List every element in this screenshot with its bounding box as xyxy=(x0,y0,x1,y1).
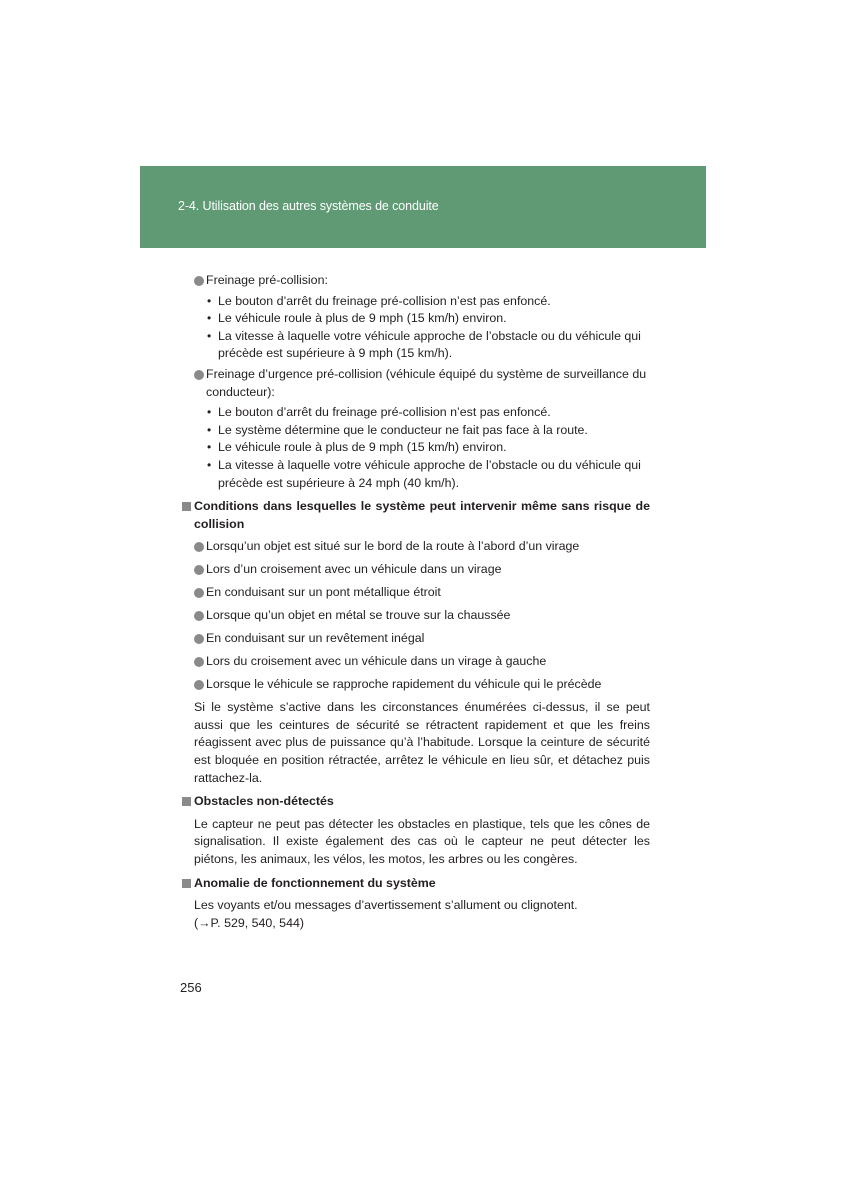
circle-bullet-icon xyxy=(194,680,204,690)
circle-bullet-icon xyxy=(194,634,204,644)
dot-bullet-icon: • xyxy=(207,440,212,455)
sub-list xyxy=(182,293,650,363)
list-item: Lorsqu’un objet est situé sur le bord de la route à l’abord d’un virage xyxy=(182,538,650,556)
sub-item: • Le véhicule roule à plus de 9 mph (15 km/h) environ. xyxy=(182,439,650,457)
page-content xyxy=(182,272,650,936)
section-paragraph: Le capteur ne peut pas détecter les obstacles en plastique, tels que les cônes de signalisation. Il existe également des cas où le capteur ne peut détecter les piétons, les animaux, les vélos, les motos, les arbres ou les congères. xyxy=(194,816,650,866)
dot-bullet-icon: • xyxy=(207,422,212,437)
condition-item xyxy=(182,272,650,290)
section-paragraph: Les voyants et/ou messages d’avertissement s’allument ou clignotent. (→P. 529, 540, 544) xyxy=(182,897,650,932)
list-item: Lors du croisement avec un véhicule dans un virage à gauche xyxy=(182,653,650,671)
sub-list xyxy=(182,404,650,492)
chapter-header xyxy=(140,166,706,248)
circle-bullet-icon xyxy=(194,611,204,621)
list-item: Lorsque le véhicule se rapproche rapidement du véhicule qui le précède xyxy=(182,676,650,694)
condition-label: Freinage pré-collision: xyxy=(206,273,328,287)
list-item: Lors d’un croisement avec un véhicule dans un virage xyxy=(182,561,650,579)
chapter-title: 2-4. Utilisation des autres systèmes de conduite xyxy=(178,199,439,213)
sub-item: • Le bouton d’arrêt du freinage pré-collision n’est pas enfoncé. xyxy=(182,293,650,311)
sub-item: • La vitesse à laquelle votre véhicule approche de l’obstacle ou du véhicule qui précède est supérieure à 24 mph (40 km/h). xyxy=(207,457,641,490)
circle-bullet-icon xyxy=(194,565,204,575)
dot-bullet-icon: • xyxy=(207,457,212,472)
condition-item xyxy=(182,366,650,401)
dot-bullet-icon: • xyxy=(207,293,212,308)
square-bullet-icon xyxy=(182,502,191,511)
circle-bullet-icon xyxy=(194,370,204,380)
section-heading: Obstacles non-détectés xyxy=(182,793,650,811)
circle-bullet-icon xyxy=(194,588,204,598)
list-item: Lorsque qu’un objet en métal se trouve sur la chaussée xyxy=(182,607,650,625)
condition-label: Freinage d’urgence pré-collision (véhicule équipé du système de surveillance du conducteur): xyxy=(206,366,647,399)
dot-bullet-icon: • xyxy=(207,328,212,343)
dot-bullet-icon: • xyxy=(207,405,212,420)
square-bullet-icon xyxy=(182,797,191,806)
sub-item: • La vitesse à laquelle votre véhicule approche de l’obstacle ou du véhicule qui précède est supérieure à 9 mph (15 km/h). xyxy=(207,328,641,361)
section-heading: Conditions dans lesquelles le système peut intervenir même sans risque de collision xyxy=(182,498,650,533)
sub-item: • Le système détermine que le conducteur ne fait pas face à la route. xyxy=(182,422,650,440)
sub-item: • Le véhicule roule à plus de 9 mph (15 km/h) environ. xyxy=(182,310,650,328)
section-paragraph: Si le système s’active dans les circonstances énumérées ci-dessus, il se peut aussi que les ceintures de sécurité se rétractent rapidement et que les freins réagissent avec plus de puissance qu’à l’habitude. Lorsque la ceinture de sécurité est bloquée en position rétractée, arrêtez le véhicule en lieu sûr, et détachez puis rattachez-la. xyxy=(194,700,650,785)
circle-bullet-icon xyxy=(194,542,204,552)
section-heading: Anomalie de fonctionnement du système xyxy=(182,875,650,893)
page-reference: (→P. 529, 540, 544) xyxy=(194,915,304,930)
page-number: 256 xyxy=(180,980,202,995)
dot-bullet-icon: • xyxy=(207,311,212,326)
sub-item: • Le bouton d’arrêt du freinage pré-collision n’est pas enfoncé. xyxy=(182,404,650,422)
circle-bullet-icon xyxy=(194,276,204,286)
list-item: En conduisant sur un revêtement inégal xyxy=(182,630,650,648)
circle-bullet-icon xyxy=(194,657,204,667)
list-item: En conduisant sur un pont métallique étroit xyxy=(182,584,650,602)
square-bullet-icon xyxy=(182,879,191,888)
